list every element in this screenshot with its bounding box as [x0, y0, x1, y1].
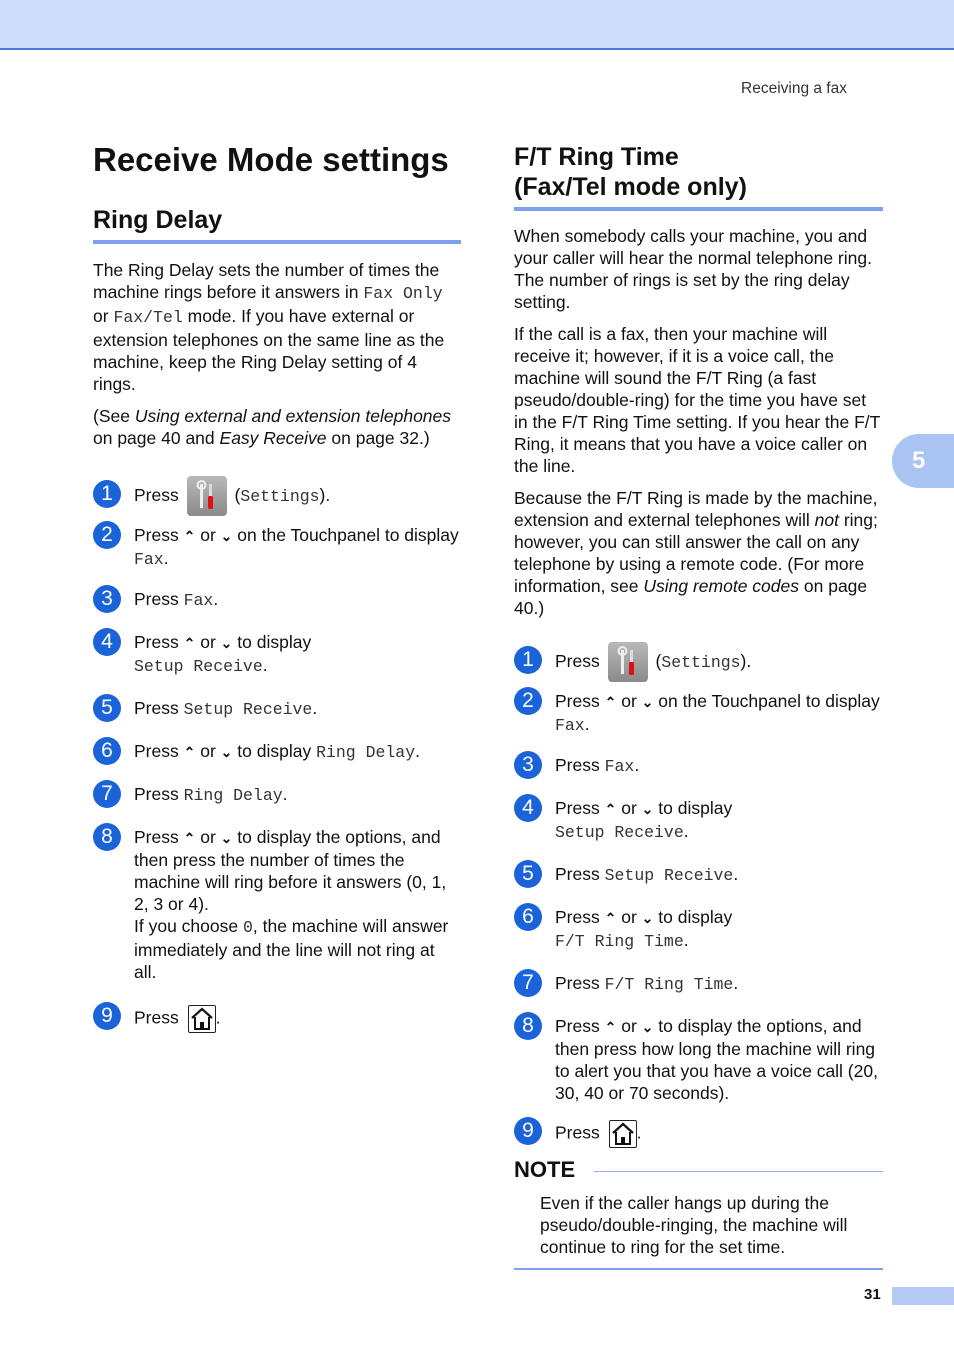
up-arrow-icon[interactable]: ⌃	[604, 801, 617, 817]
down-arrow-icon[interactable]: ⌄	[220, 744, 233, 760]
ft-ring-para-1: When somebody calls your machine, you and your caller will hear the normal telephone ring. The number of rings is set by the ring delay setting.	[514, 226, 872, 312]
up-arrow-icon[interactable]: ⌃	[604, 910, 617, 926]
up-arrow-icon[interactable]: ⌃	[604, 1019, 617, 1035]
section-heading-ring-delay: Ring Delay	[93, 205, 461, 244]
step-number: 5	[93, 694, 121, 722]
ring-delay-steps	[93, 475, 461, 1033]
step-number: 6	[93, 737, 121, 765]
step-5: 5 Press Setup Receive.	[93, 697, 461, 721]
step-4: 4 Press ⌃ or ⌄ to display Setup Receive.	[93, 631, 461, 678]
section-heading-ft-ring-time: F/T Ring Time (Fax/Tel mode only)	[514, 142, 883, 211]
step-2: 2 Press ⌃ or ⌄ on the Touchpanel to display Fax.	[93, 524, 461, 571]
step-4: 4 Press ⌃ or ⌄ to display Setup Receive.	[514, 797, 883, 844]
home-icon[interactable]	[609, 1120, 637, 1148]
ring-delay-see-also: (See Using external and extension telephones on page 40 and Easy Receive on page 32.)	[93, 406, 452, 448]
settings-tools-icon[interactable]	[187, 476, 227, 516]
step-9: 9 Press .	[93, 1005, 461, 1033]
left-column	[93, 138, 461, 1033]
down-arrow-icon[interactable]: ⌄	[220, 528, 233, 544]
step-number: 1	[93, 480, 121, 508]
down-arrow-icon[interactable]: ⌄	[641, 1019, 654, 1035]
note-box	[514, 1156, 883, 1270]
step-number: 3	[514, 751, 542, 779]
down-arrow-icon[interactable]: ⌄	[220, 635, 233, 651]
step-number: 4	[93, 628, 121, 656]
step-number: 2	[514, 687, 542, 715]
note-text: Even if the caller hangs up during the pseudo/double-ringing, the machine will continue to ring for the set time.	[514, 1184, 883, 1270]
step-1: 1 Press (Settings).	[514, 641, 883, 681]
footer-bar	[892, 1287, 954, 1305]
up-arrow-icon[interactable]: ⌃	[604, 694, 617, 710]
down-arrow-icon[interactable]: ⌄	[641, 801, 654, 817]
chapter-tab: 5	[892, 434, 954, 488]
home-icon[interactable]	[188, 1005, 216, 1033]
step-number: 8	[514, 1012, 542, 1040]
ring-delay-intro: The Ring Delay sets the number of times the machine rings before it answers in Fax Only or Fax/Tel mode. If you have external or extension telephones on the same line as the machine, keep the Ring Delay setting of 4 rings.	[93, 260, 445, 394]
step-8: 8 Press ⌃ or ⌄ to display the options, and then press the number of times the machine will ring before it answers (0, 1, 2, 3 or 4). If you choose 0, the machine will answer immediately and the line will not ring at all.	[93, 826, 461, 983]
step-2: 2 Press ⌃ or ⌄ on the Touchpanel to display Fax.	[514, 690, 883, 737]
down-arrow-icon[interactable]: ⌄	[641, 910, 654, 926]
settings-tools-icon[interactable]	[608, 642, 648, 682]
step-3: 3 Press Fax.	[514, 754, 883, 778]
down-arrow-icon[interactable]: ⌄	[641, 694, 654, 710]
ft-ring-para-3: Because the F/T Ring is made by the machine, extension and external telephones will not ring; however, you can still answer the call on any telephone by using a remote code. (For more information, see Using remote codes on page 40.)	[514, 488, 878, 618]
step-number: 9	[93, 1002, 121, 1030]
step-1: 1 Press (Settings).	[93, 475, 461, 515]
step-number: 7	[514, 969, 542, 997]
step-7: 7 Press F/T Ring Time.	[514, 972, 883, 996]
step-5: 5 Press Setup Receive.	[514, 863, 883, 887]
page-number: 31	[864, 1286, 881, 1303]
step-number: 3	[93, 585, 121, 613]
step-number: 2	[93, 521, 121, 549]
note-divider	[594, 1171, 883, 1172]
down-arrow-icon[interactable]: ⌄	[220, 830, 233, 846]
page-title: Receive Mode settings	[93, 141, 449, 178]
step-number: 1	[514, 646, 542, 674]
step-number: 7	[93, 780, 121, 808]
top-banner	[0, 0, 954, 50]
up-arrow-icon[interactable]: ⌃	[183, 528, 196, 544]
step-6: 6 Press ⌃ or ⌄ to display Ring Delay.	[93, 740, 461, 764]
step-9: 9 Press .	[514, 1120, 883, 1148]
step-number: 5	[514, 860, 542, 888]
step-3: 3 Press Fax.	[93, 588, 461, 612]
running-header: Receiving a fax	[741, 80, 847, 97]
step-7: 7 Press Ring Delay.	[93, 783, 461, 807]
ft-ring-para-2: If the call is a fax, then your machine will receive it; however, if it is a voice call, the machine will sound the F/T Ring (a fast pseudo/double-ring) for the time you have set in the F/T Ring Time setting. If you hear the F/T Ring, it means that you have a voice caller on the line.	[514, 324, 881, 476]
step-number: 4	[514, 794, 542, 822]
up-arrow-icon[interactable]: ⌃	[183, 635, 196, 651]
step-number: 9	[514, 1117, 542, 1145]
step-6: 6 Press ⌃ or ⌄ to display F/T Ring Time.	[514, 906, 883, 953]
right-column	[514, 142, 883, 1270]
note-title: NOTE	[514, 1157, 576, 1182]
step-number: 8	[93, 823, 121, 851]
step-number: 6	[514, 903, 542, 931]
ft-ring-steps	[514, 641, 883, 1148]
up-arrow-icon[interactable]: ⌃	[183, 744, 196, 760]
step-8: 8 Press ⌃ or ⌄ to display the options, and then press how long the machine will ring to alert you that you have a voice call (20, 30, 40 or 70 seconds).	[514, 1015, 883, 1104]
up-arrow-icon[interactable]: ⌃	[183, 830, 196, 846]
